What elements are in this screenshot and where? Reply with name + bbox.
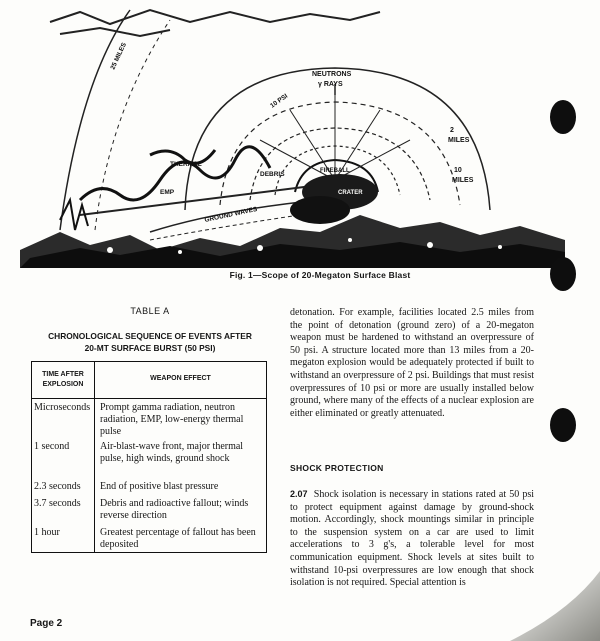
label-range-25-miles: 25 MILES xyxy=(109,41,129,71)
row-time: Microseconds xyxy=(34,402,91,413)
label-crater: CRATER xyxy=(338,190,363,196)
binder-hole-bottom xyxy=(550,408,576,442)
label-thermal: THERMAL xyxy=(170,161,202,168)
table-subtitle xyxy=(20,330,280,354)
page-curl-shadow xyxy=(510,571,600,641)
label-neutrons: NEUTRONS xyxy=(312,71,352,78)
binder-hole-middle xyxy=(550,257,576,291)
label-emp: EMP xyxy=(160,189,175,196)
row-effect: Greatest percentage of fallout has been deposited xyxy=(100,527,256,550)
row-effect: Prompt gamma radiation, neutron radiation, EMP, low-energy thermal pulse xyxy=(100,402,244,437)
label-psi: 10 PSI xyxy=(269,92,290,110)
label-miles-2: MILES xyxy=(448,137,470,144)
table-title: TABLE A xyxy=(130,306,170,316)
row-effect: Air-blast-wave front, major thermal pulse, high winds, ground shock xyxy=(100,441,244,464)
header-time-line-1: TIME AFTER xyxy=(42,371,84,378)
blast-scope-illustration xyxy=(20,0,565,268)
label-ground-waves: GROUND WAVES xyxy=(203,205,258,224)
right-column-paragraph-1: detonation. For example, facilities located 2.5 miles from the point of detonation (ground zero) of a 20-megaton weapon must be hardened to withstand an overpressure of 50 psi. A structure located more than 13 miles from a 20-megaton explosion would be adequately protected if built to withstand an overpressure of 2 psi. Buildings that must resist overpressures of 10 psi or more are usually installed below ground, where many of the effects of a nuclear explosion are either eliminated or greatly attenuated. xyxy=(290,307,534,419)
page-number: Page 2 xyxy=(30,618,63,629)
label-miles-10: MILES xyxy=(452,177,474,184)
binder-hole-top xyxy=(550,100,576,134)
right-column-paragraph-2 xyxy=(290,488,534,590)
label-distance-10: 10 xyxy=(454,167,462,174)
section-heading: SHOCK PROTECTION xyxy=(290,463,384,473)
row-time: 1 hour xyxy=(34,527,60,538)
events-table xyxy=(31,361,267,553)
table-header xyxy=(32,362,266,399)
paragraph-number: 2.07 xyxy=(290,489,308,499)
label-gamma-rays: γ RAYS xyxy=(318,81,343,88)
table-subtitle-line-1: CHRONOLOGICAL SEQUENCE OF EVENTS AFTER xyxy=(48,331,252,341)
header-weapon-effect: WEAPON EFFECT xyxy=(150,375,211,382)
header-time xyxy=(32,370,94,390)
header-time-line-2: EXPLOSION xyxy=(42,381,84,388)
figure-caption: Fig. 1—Scope of 20-Megaton Surface Blast xyxy=(229,270,411,280)
label-debris: DEBRIS xyxy=(260,171,285,178)
row-time: 1 second xyxy=(34,441,70,452)
row-time: 3.7 seconds xyxy=(34,498,81,509)
paragraph-2-text: Shock isolation is necessary in stations rated at 50 psi to protect equipment against damage by ground-shock motion. Accordingly, shock mountings similar in principle to the suspension system on a car are used to limit accelerations to 3 g's, a tolerable level for most communication equipment. Shock levels at sites built to withstand 10-psi overpressures are low enough that shock isolation is not required. Special attention is xyxy=(290,489,535,589)
table-subtitle-line-2: 20-MT SURFACE BURST (50 PSI) xyxy=(84,343,216,353)
row-effect: End of positive blast pressure xyxy=(100,481,219,492)
label-fireball: FIREBALL xyxy=(320,168,350,174)
label-distance-2: 2 xyxy=(450,127,454,134)
row-time: 2.3 seconds xyxy=(34,481,81,492)
row-effect: Debris and radioactive fallout; winds reverse direction xyxy=(100,498,249,521)
